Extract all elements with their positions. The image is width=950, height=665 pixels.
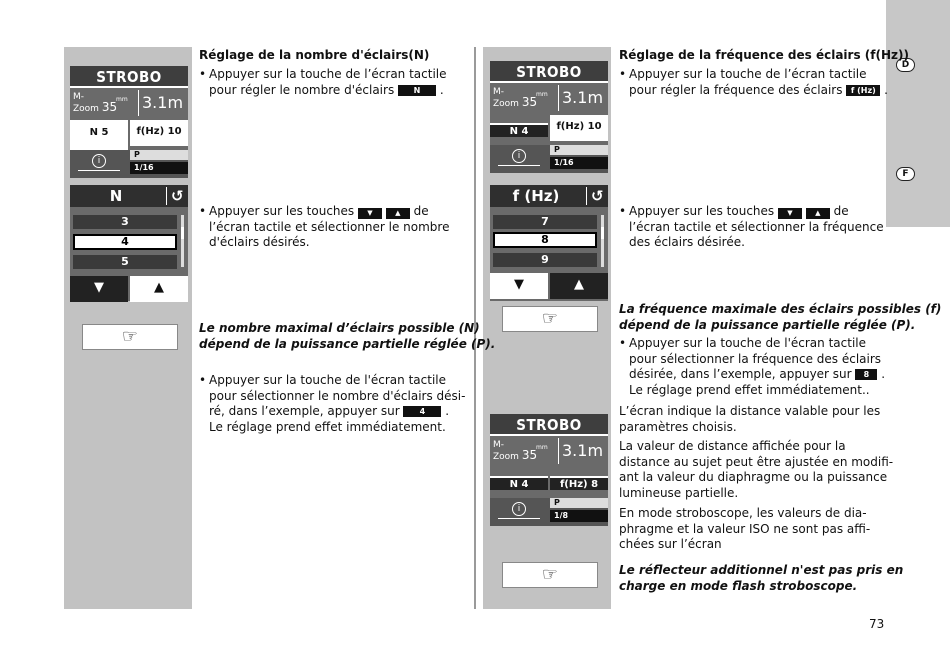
selector-title: f (Hz): [512, 187, 560, 205]
pointing-hand-icon: ☞: [502, 306, 598, 332]
flash-count-button[interactable]: N 4: [490, 476, 548, 490]
info-button[interactable]: [72, 152, 128, 174]
left-bullet-1: • Appuyer sur la touche de l’écran tactile pour régler le nombre d'éclairs N .: [199, 67, 447, 98]
option-3[interactable]: 3: [73, 215, 177, 229]
option-7[interactable]: 7: [493, 215, 597, 229]
right-bullet-1: • Appuyer sur la touche de l’écran tactile pour régler la fréquence des éclairs f (Hz) .: [619, 67, 888, 98]
info-power-row: [490, 498, 608, 526]
down-key-icon: ▼: [358, 208, 382, 219]
info-icon: i: [512, 149, 526, 163]
pointing-hand-icon: ☞: [82, 324, 178, 350]
scrollbar[interactable]: [181, 215, 184, 267]
down-key-icon: ▼: [778, 208, 802, 219]
right-bullet-2: • Appuyer sur les touches ▼ ▲ de l’écran tactile et sélectionner la fréquence des éclairs désirée.: [619, 204, 884, 251]
zoom-mode: M- Zoom 35: [493, 87, 538, 109]
zoom-row: [490, 436, 608, 468]
page-number: 73: [869, 617, 885, 631]
zoom-mode: M- Zoom 35: [73, 92, 118, 114]
mm-unit: mm: [536, 91, 548, 98]
up-arrow-button[interactable]: ▲: [130, 276, 188, 302]
distance-readout: 3.1m: [558, 438, 603, 464]
selector-header: [70, 185, 188, 207]
zoom-row: [490, 83, 608, 115]
strobo-screen-f8: [490, 414, 608, 526]
value-4-chip: 4: [403, 406, 441, 417]
info-power-row: [70, 150, 188, 178]
power-button[interactable]: [550, 145, 608, 171]
right-heading: Réglage de la fréquence des éclairs (f(Hz)): [619, 48, 909, 62]
down-arrow-button[interactable]: ▼: [70, 276, 128, 302]
pointing-hand-icon: ☞: [502, 562, 598, 588]
lang-f-badge: F: [896, 167, 915, 181]
lang-d-badge: D: [896, 58, 915, 72]
strobo-screen-n4: [490, 61, 608, 173]
power-button[interactable]: [130, 150, 188, 176]
distance-readout: 3.1m: [558, 85, 603, 111]
strobo-title: STROBO: [490, 414, 608, 436]
n-f-row: [70, 120, 188, 150]
distance-readout: 3.1m: [138, 90, 183, 116]
flash-count-button[interactable]: N 5: [70, 120, 128, 150]
option-8-selected[interactable]: 8: [493, 232, 597, 248]
right-bullet-3: • Appuyer sur la touche de l'écran tactile pour sélectionner la fréquence des éclairs désirée, dans l’exemple, appuyer sur 8 . Le réglage prend effet immédiatement..: [619, 336, 885, 399]
strobo-title: STROBO: [70, 66, 188, 88]
strobo-screen-n5: [70, 66, 188, 178]
power-value: 1/16: [550, 157, 608, 169]
left-heading: Réglage de la nombre d'éclairs(N): [199, 48, 430, 62]
value-8-chip: 8: [855, 369, 877, 380]
right-paragraph-1: L’écran indique la distance valable pour les paramètres choisis.: [619, 404, 881, 434]
zoom-mode: M- Zoom 35: [493, 440, 538, 462]
option-4-selected[interactable]: 4: [73, 234, 177, 250]
right-paragraph-3: En mode stroboscope, les valeurs de dia- phragme et la valeur ISO ne sont pas affi- chées sur l’écran: [619, 506, 871, 552]
power-label: P: [130, 150, 188, 160]
info-icon: i: [92, 154, 106, 168]
frequency-button[interactable]: f(Hz) 10: [130, 120, 188, 146]
n-chip: N: [398, 85, 436, 96]
flash-count-button[interactable]: N 4: [490, 123, 548, 137]
power-value: 1/16: [130, 162, 188, 174]
power-label: P: [550, 145, 608, 155]
mm-unit: mm: [116, 96, 128, 103]
scrollbar[interactable]: [601, 215, 604, 267]
n-f-row: [490, 468, 608, 498]
down-arrow-button[interactable]: ▼: [490, 273, 548, 299]
right-warning: Le réflecteur additionnel n'est pas pris en charge en mode flash stroboscope.: [619, 563, 904, 593]
left-bullet-3: • Appuyer sur la touche de l'écran tactile pour sélectionner le nombre d'éclairs dési- ré, dans l’exemple, appuyer sur 4 . Le réglage prend effet immédiatement.: [199, 373, 465, 436]
left-note: Le nombre maximal d’éclairs possible (N) dépend de la puissance partielle réglée (P).: [199, 321, 496, 351]
n-arrow-buttons: [70, 276, 188, 302]
up-key-icon: ▲: [806, 208, 830, 219]
info-power-row: [490, 145, 608, 173]
right-note: La fréquence maximale des éclairs possibles (f) dépend de la puissance partielle réglée (P).: [619, 302, 942, 332]
selector-header: [490, 185, 608, 207]
back-icon[interactable]: ↺: [586, 187, 604, 205]
option-9[interactable]: 9: [493, 253, 597, 267]
back-icon[interactable]: ↺: [166, 187, 184, 205]
frequency-arrow-buttons: [490, 273, 608, 299]
power-button[interactable]: [550, 498, 608, 524]
info-icon: i: [512, 502, 526, 516]
power-label: P: [550, 498, 608, 508]
language-side-tab: [886, 0, 950, 227]
n-f-row: [490, 115, 608, 145]
left-bullet-2: • Appuyer sur les touches ▼ ▲ de l’écran tactile et sélectionner le nombre d'éclairs désirés.: [199, 204, 449, 251]
info-button[interactable]: [492, 500, 548, 522]
info-button[interactable]: [492, 147, 548, 169]
option-5[interactable]: 5: [73, 255, 177, 269]
frequency-button[interactable]: f(Hz) 8: [550, 476, 608, 490]
power-value: 1/8: [550, 510, 608, 522]
frequency-button[interactable]: f(Hz) 10: [550, 115, 608, 141]
selector-title: N: [109, 187, 123, 205]
right-paragraph-2: La valeur de distance affichée pour la distance au sujet peut être ajustée en modifi- ant la valeur du diaphragme ou la puissance lumineuse partielle.: [619, 439, 894, 501]
up-key-icon: ▲: [386, 208, 410, 219]
up-arrow-button[interactable]: ▲: [550, 273, 608, 299]
mm-unit: mm: [536, 444, 548, 451]
zoom-row: [70, 88, 188, 120]
fhz-chip: f (Hz): [846, 85, 880, 96]
strobo-title: STROBO: [490, 61, 608, 83]
